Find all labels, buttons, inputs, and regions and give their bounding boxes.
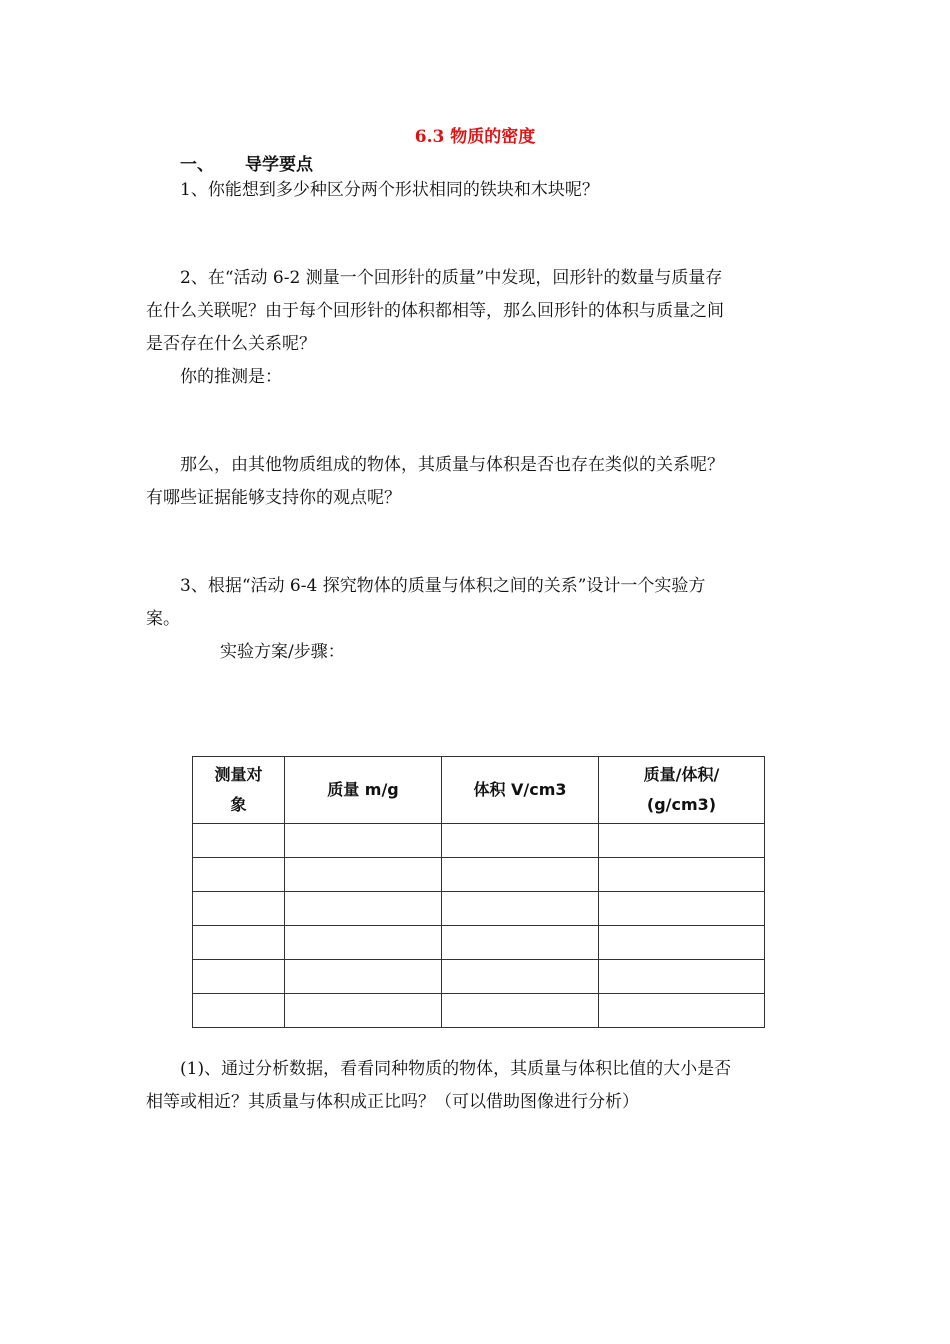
table-cell[interactable] [599,858,765,892]
table-cell[interactable] [285,892,442,926]
table-cell[interactable] [193,960,285,994]
table-cell[interactable] [442,960,599,994]
table-cell[interactable] [442,824,599,858]
table-cell[interactable] [442,994,599,1028]
question-3-line-2: 案。 [146,609,180,629]
table-header-density: 质量/体积/(g/cm3) [599,757,765,824]
question-4-line-1: (1)、通过分析数据，看看同种物质的物体，其质量与体积比值的大小是否 [180,1059,732,1079]
table-row [193,858,765,892]
table-cell[interactable] [193,858,285,892]
question-2-line-3: 是否存在什么关系呢？ [146,334,316,354]
plan-label: 实验方案/步骤： [220,642,345,662]
table-cell[interactable] [193,824,285,858]
table-cell[interactable] [285,858,442,892]
table-row [193,892,765,926]
question-2-line-1: 2、在“活动 6-2 测量一个回形针的质量”中发现，回形针的数量与质量存 [180,268,723,288]
question-2-line-2: 在什么关联呢？由于每个回形针的体积都相等，那么回形针的体积与质量之间 [146,301,724,321]
question-4-line-2: 相等或相近？其质量与体积成正比吗？（可以借助图像进行分析） [146,1092,639,1112]
table-row [193,824,765,858]
table-header-row [193,757,765,824]
question-3-line-1: 3、根据“活动 6-4 探究物体的质量与体积之间的关系”设计一个实验方 [180,576,706,596]
table-cell[interactable] [442,858,599,892]
table-cell[interactable] [599,994,765,1028]
table-cell[interactable] [599,926,765,960]
table-cell[interactable] [599,824,765,858]
table-cell[interactable] [193,994,285,1028]
section-number: 一、 [180,155,214,175]
page-title: 6.3 物质的密度 [414,127,536,147]
table-header-mass: 质量 m/g [285,757,442,824]
table-cell[interactable] [285,824,442,858]
table-cell[interactable] [285,926,442,960]
table-cell[interactable] [442,926,599,960]
table-cell[interactable] [193,892,285,926]
table-row [193,960,765,994]
section-heading [180,150,313,175]
table-cell[interactable] [285,994,442,1028]
data-table [192,756,765,1028]
table-cell[interactable] [193,926,285,960]
table-cell[interactable] [442,892,599,926]
table-cell[interactable] [599,892,765,926]
table-header-object: 测量对象 [193,757,285,824]
question-2b-line-1: 那么，由其他物质组成的物体，其质量与体积是否也存在类似的关系呢？ [180,455,724,475]
table-cell[interactable] [285,960,442,994]
table-row [193,926,765,960]
table-header-volume: 体积 V/cm3 [442,757,599,824]
section-label: 导学要点 [245,155,313,175]
question-1: 1、你能想到多少种区分两个形状相同的铁块和木块呢？ [180,180,599,200]
table-row [193,994,765,1028]
guess-label: 你的推测是： [180,367,282,387]
question-2b-line-2: 有哪些证据能够支持你的观点呢？ [146,488,401,508]
table-cell[interactable] [599,960,765,994]
